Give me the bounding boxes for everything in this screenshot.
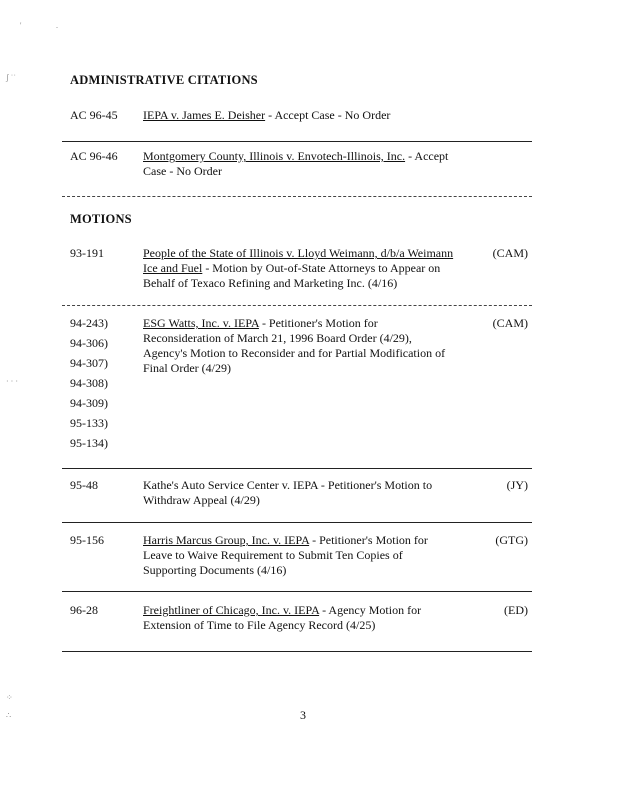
scan-speck: ⁘ — [6, 693, 13, 702]
initials: (GTG) — [495, 533, 528, 547]
entry-action: - Accept Case - No Order — [143, 149, 449, 178]
divider — [62, 305, 532, 306]
case-number: 93-191 — [70, 246, 104, 260]
case-number: AC 96-46 — [70, 149, 118, 163]
case-number: AC 96-45 — [70, 108, 118, 122]
case-number: 94-306) — [70, 336, 108, 350]
entry-action: - Petitioner's Motion for Reconsideration of March 21, 1996 Board Order (4/29), Agency's Motion to Reconsider and for Partial Modification of Final Order (4/29) — [143, 316, 446, 375]
entry-action: - Accept Case - No Order — [265, 108, 391, 122]
initials: (CAM) — [492, 246, 528, 260]
case-number: 94-307) — [70, 356, 108, 370]
initials: (CAM) — [492, 316, 528, 330]
page-number: 3 — [300, 708, 306, 722]
divider — [62, 141, 532, 142]
divider — [62, 522, 532, 523]
entry-description — [143, 149, 463, 179]
case-number: 95-134) — [70, 436, 108, 450]
initials: (JY) — [506, 478, 528, 492]
entry-description — [143, 246, 468, 291]
scan-speck: ʃ ˙˙ — [6, 73, 16, 82]
entry-description — [143, 533, 453, 578]
case-title: Kathe's Auto Service Center v. IEPA — [143, 478, 318, 492]
case-number: 96-28 — [70, 603, 98, 617]
divider — [62, 468, 532, 469]
case-title: Harris Marcus Group, Inc. v. IEPA — [143, 533, 310, 547]
entry-action: - Motion by Out-of-State Attorneys to Appear on Behalf of Texaco Refining and Marketing Inc. (4/16) — [143, 261, 441, 290]
scan-speck: . — [56, 21, 58, 30]
entry-action: - Agency Motion for Extension of Time to File Agency Record (4/25) — [143, 603, 422, 632]
case-title: Freightliner of Chicago, Inc. v. IEPA — [143, 603, 320, 617]
entry-action: - Petitioner's Motion to Withdraw Appeal (4/29) — [143, 478, 433, 507]
section-heading-admin-citations: ADMINISTRATIVE CITATIONS — [70, 73, 258, 87]
divider — [62, 651, 532, 652]
entry-description — [143, 603, 443, 633]
case-title: Montgomery County, Illinois v. Envotech-Illinois, Inc. — [143, 149, 406, 163]
entry-action: - Petitioner's Motion for Leave to Waive Requirement to Submit Ten Copies of Supporting Documents (4/16) — [143, 533, 428, 577]
case-title: People of the State of Illinois v. Lloyd Weimann, d/b/a Weimann Ice and Fuel — [143, 246, 454, 275]
case-number-list — [70, 316, 140, 456]
entry-description — [143, 478, 453, 508]
section-heading-motions: MOTIONS — [70, 212, 132, 226]
entry-description — [143, 316, 458, 376]
entry-description — [143, 108, 473, 123]
case-number: 94-308) — [70, 376, 108, 390]
case-number: 95-156 — [70, 533, 104, 547]
case-title: ESG Watts, Inc. v. IEPA — [143, 316, 259, 330]
scan-speck: ' — [20, 21, 22, 30]
divider — [62, 196, 532, 197]
scan-speck: ∴ — [6, 711, 12, 720]
case-number: 95-48 — [70, 478, 98, 492]
initials: (ED) — [504, 603, 528, 617]
case-number: 94-243) — [70, 316, 108, 330]
case-title: IEPA v. James E. Deisher — [143, 108, 266, 122]
divider — [62, 591, 532, 592]
case-number: 94-309) — [70, 396, 108, 410]
scan-speck: · · · — [6, 377, 18, 386]
case-number: 95-133) — [70, 416, 108, 430]
